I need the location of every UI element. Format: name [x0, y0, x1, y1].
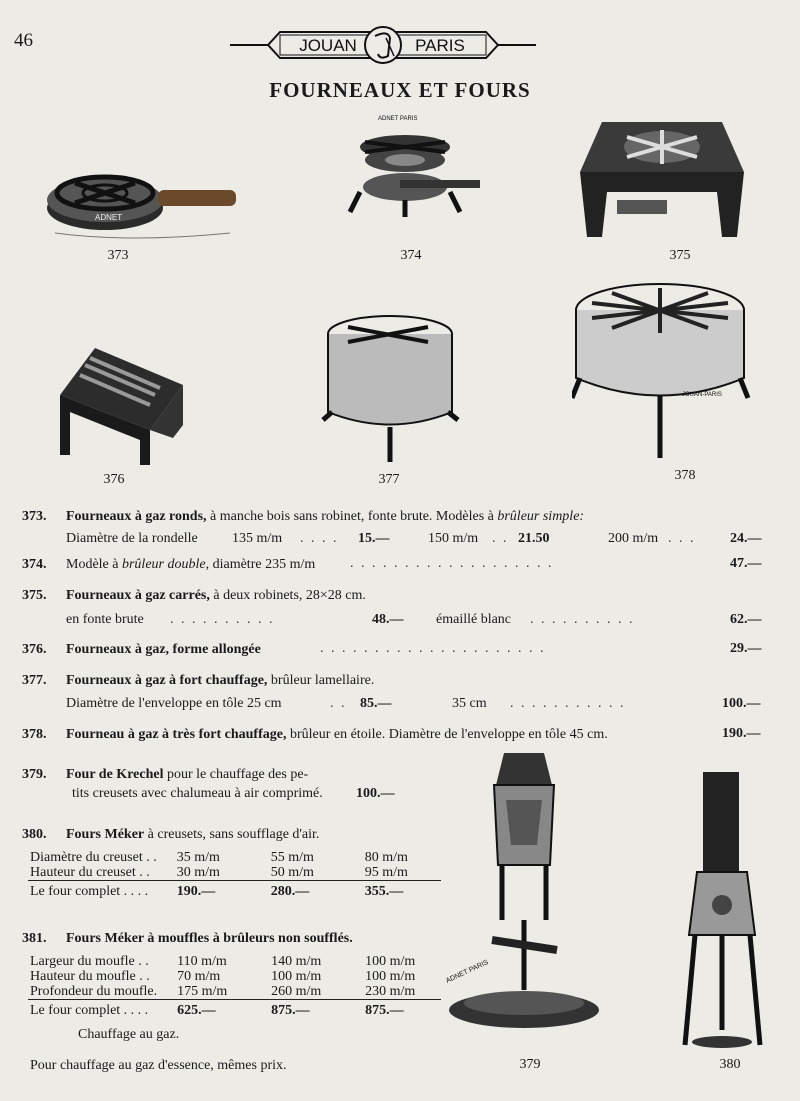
item-377-name: Fourneaux à gaz à fort chauffage, [66, 673, 268, 688]
item-373-size-1: 135 m/m [232, 531, 283, 546]
footer-note: Pour chauffage au gaz d'essence, mêmes prix. [30, 1058, 287, 1073]
item-374-line: 374. Modèle à brûleur double, diamètre 235 m/m [22, 557, 316, 572]
item-373-size-2: 150 m/m [428, 531, 479, 546]
item-374-price: 47.— [730, 556, 762, 571]
figure-373-round-gas-stove [30, 138, 240, 248]
jouan-paris-logo [228, 26, 538, 64]
table-row: Hauteur du creuset . . 30 m/m 50 m/m 95 m/m [30, 865, 408, 880]
table-row: Largeur du moufle . . 110 m/m 140 m/m 100 m/m [30, 954, 416, 969]
figure-379-brand: ADNET PARIS [444, 959, 490, 985]
item-375-price1: 48.— [372, 612, 404, 627]
item-381-note: Chauffage au gaz. [78, 1027, 180, 1042]
table-row: Profondeur du moufle. 175 m/m 260 m/m 230 m/m [30, 984, 416, 999]
figure-378-label: 378 [674, 468, 696, 483]
page-number: 46 [14, 30, 33, 51]
table-row-total: Le four complet . . . . 625.— 875.— 875.— [28, 1000, 441, 1019]
item-373-price-3: 24.— [730, 531, 762, 546]
logo-left-text: JOUAN [299, 36, 357, 55]
figure-376-label: 376 [103, 472, 125, 487]
figure-373-label: 373 [107, 248, 129, 263]
figure-379-label: 379 [519, 1057, 541, 1072]
item-377-line1: 377. Fourneaux à gaz à fort chauffage, brûleur lamellaire. [22, 673, 375, 688]
item-379-price: 100.— [356, 786, 395, 801]
figure-374-brand: ADNET PARIS [378, 116, 418, 122]
item-379-name: Four de Krechel [66, 767, 164, 782]
item-378-price: 190.— [722, 726, 761, 741]
item-376-line: 376. Fourneaux à gaz, forme allongée [22, 642, 261, 657]
logo-right-text: PARIS [415, 36, 465, 55]
item-377-opt2: 35 cm [452, 696, 487, 711]
item-374-number: 374. [22, 557, 47, 572]
item-373-name: Fourneaux à gaz ronds, [66, 509, 207, 524]
item-376-price: 29.— [730, 641, 762, 656]
figure-380-label: 380 [719, 1057, 741, 1072]
item-373-price-2: 21.50 [518, 531, 550, 546]
item-377-price2: 100.— [722, 696, 761, 711]
item-379-line1: 379. Four de Krechel pour le chauffage des pe- [22, 767, 309, 782]
item-380-name: Fours Méker [66, 827, 145, 842]
item-381-name: Fours Méker à mouffles à brûleurs non soufflés. [66, 931, 353, 946]
item-381-line1: 381. Fours Méker à mouffles à brûleurs non soufflés. [22, 931, 353, 946]
figure-375-square-gas-stove [572, 112, 750, 247]
figure-374-double-burner [340, 112, 490, 227]
item-373-number: 373. [22, 509, 47, 524]
figure-375-label: 375 [669, 248, 691, 263]
figure-376-elongated-gas-stove [55, 340, 190, 470]
item-377-line2-label: Diamètre de l'enveloppe en tôle 25 cm [66, 696, 282, 711]
item-378-line: 378. Fourneau à gaz à très fort chauffage, brûleur en étoile. Diamètre de l'enveloppe en tôle 45 cm. [22, 727, 608, 742]
figure-378-brand: JOUAN-PARIS [682, 392, 722, 398]
figure-377-label: 377 [378, 472, 400, 487]
item-373-size-3: 200 m/m [608, 531, 659, 546]
item-375-opt2: émaillé blanc [436, 612, 512, 627]
item-377-price1: 85.— [360, 696, 392, 711]
item-375-line1: 375. Fourneaux à gaz carrés, à deux robinets, 28×28 cm. [22, 588, 366, 603]
figure-380-meker-furnace [675, 770, 770, 1052]
item-375-name: Fourneaux à gaz carrés, [66, 588, 210, 603]
item-373-price-1: 15.— [358, 531, 390, 546]
table-row: Hauteur du moufle . . 70 m/m 100 m/m 100 m/m [30, 969, 416, 984]
item-373-text: à manche bois sans robinet, fonte brute. Modèles à [206, 509, 498, 524]
item-379-line2: tits creusets avec chalumeau à air comprimé. [72, 786, 323, 801]
item-373-line1 [22, 508, 772, 526]
figure-377-cylinder-gas-stove [318, 312, 468, 467]
item-381-spec-table [28, 954, 441, 1018]
page-title: FOURNEAUX ET FOURS [269, 78, 531, 102]
table-row-total: Le four complet . . . . 190.— 280.— 355.— [28, 881, 441, 900]
item-376-name: Fourneaux à gaz, forme allongée [66, 642, 261, 657]
item-373-italic: brûleur simple: [497, 509, 585, 524]
item-375-opt1: en fonte brute [66, 612, 144, 627]
item-380-spec-table [28, 850, 441, 899]
figure-374-label: 374 [400, 248, 422, 263]
item-373-line2-label: Diamètre de la rondelle [66, 531, 198, 546]
figure-379-krechel-furnace [432, 745, 617, 1050]
figure-373-brand: ADNET [95, 213, 123, 222]
item-378-name: Fourneau à gaz à très fort chauffage, [66, 727, 287, 742]
table-row: Diamètre du creuset . . 35 m/m 55 m/m 80 m/m [30, 850, 408, 865]
item-375-price2: 62.— [730, 612, 762, 627]
item-380-line1: 380. Fours Méker à creusets, sans soufflage d'air. [22, 827, 320, 842]
figure-378-large-cylinder-stove [572, 278, 757, 463]
